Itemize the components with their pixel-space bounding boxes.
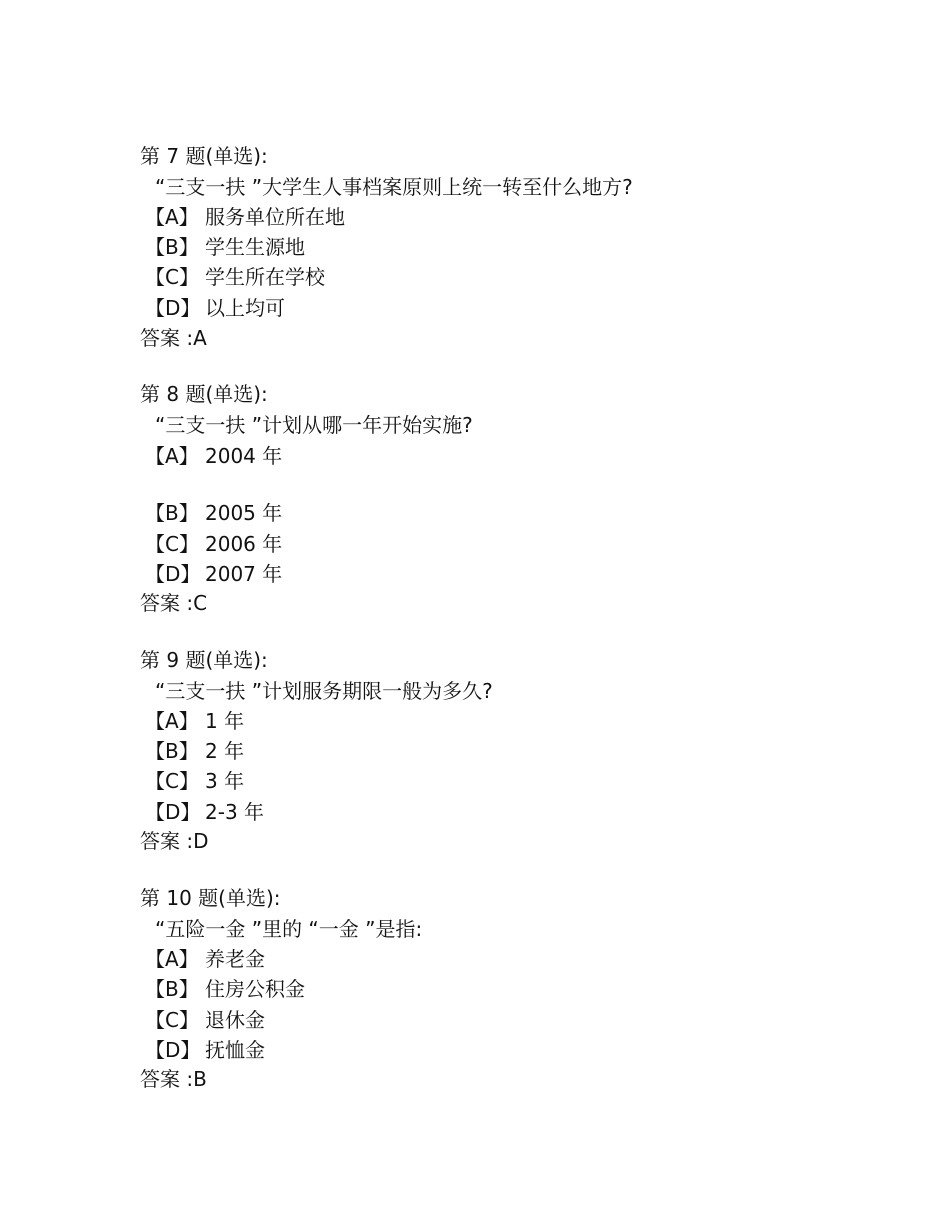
option-text: 服务单位所在地 [205, 205, 345, 229]
option-text: 1 年 [205, 709, 245, 733]
option-letter: 【D】 [145, 800, 201, 824]
question-header: 第 8 题(单选): [140, 382, 268, 406]
option-b [145, 739, 244, 763]
option-letter: 【D】 [145, 1038, 201, 1062]
question-stem: “三支一扶 ”计划服务期限一般为多久? [155, 679, 493, 703]
option-letter: 【D】 [145, 562, 201, 586]
option-b [145, 501, 282, 525]
option-letter: 【D】 [145, 296, 201, 320]
option-text: 退休金 [205, 1008, 265, 1032]
option-text: 学生所在学校 [205, 265, 325, 289]
option-text: 2 年 [205, 739, 245, 763]
option-letter: 【B】 [145, 235, 199, 259]
option-d [145, 562, 282, 586]
option-text: 学生生源地 [205, 235, 305, 259]
option-a [145, 444, 282, 468]
option-text: 2006 年 [205, 532, 283, 556]
question-header: 第 9 题(单选): [140, 648, 268, 672]
option-text: 2005 年 [205, 501, 283, 525]
option-c [145, 532, 282, 556]
answer: 答案 :B [140, 1067, 207, 1091]
option-text: 3 年 [205, 769, 245, 793]
option-text: 住房公积金 [205, 977, 305, 1001]
option-c [145, 1008, 265, 1032]
option-d [145, 1038, 265, 1062]
option-letter: 【C】 [145, 532, 199, 556]
answer: 答案 :A [140, 326, 207, 350]
option-d [145, 800, 264, 824]
option-letter: 【B】 [145, 501, 199, 525]
option-text: 2004 年 [205, 444, 283, 468]
option-text: 以上均可 [205, 296, 285, 320]
option-a [145, 205, 345, 229]
answer: 答案 :C [140, 591, 208, 615]
question-stem: “三支一扶 ”大学生人事档案原则上统一转至什么地方? [155, 175, 633, 199]
question-header: 第 10 题(单选): [140, 886, 281, 910]
option-letter: 【B】 [145, 977, 199, 1001]
option-letter: 【C】 [145, 265, 199, 289]
option-a [145, 709, 244, 733]
option-letter: 【C】 [145, 1008, 199, 1032]
question-stem: “三支一扶 ”计划从哪一年开始实施? [155, 413, 473, 437]
option-letter: 【A】 [145, 947, 199, 971]
option-letter: 【C】 [145, 769, 199, 793]
question-stem: “五险一金 ”里的 “一金 ”是指: [155, 917, 423, 941]
option-a [145, 947, 265, 971]
option-d [145, 296, 285, 320]
option-text: 2007 年 [205, 562, 283, 586]
question-header: 第 7 题(单选): [140, 144, 268, 168]
option-b [145, 977, 305, 1001]
option-text: 2-3 年 [205, 800, 265, 824]
option-c [145, 769, 244, 793]
option-letter: 【A】 [145, 709, 199, 733]
option-text: 抚恤金 [205, 1038, 265, 1062]
option-letter: 【A】 [145, 444, 199, 468]
answer: 答案 :D [140, 829, 209, 853]
option-text: 养老金 [205, 947, 265, 971]
option-letter: 【B】 [145, 739, 199, 763]
option-c [145, 265, 325, 289]
option-b [145, 235, 305, 259]
option-letter: 【A】 [145, 205, 199, 229]
